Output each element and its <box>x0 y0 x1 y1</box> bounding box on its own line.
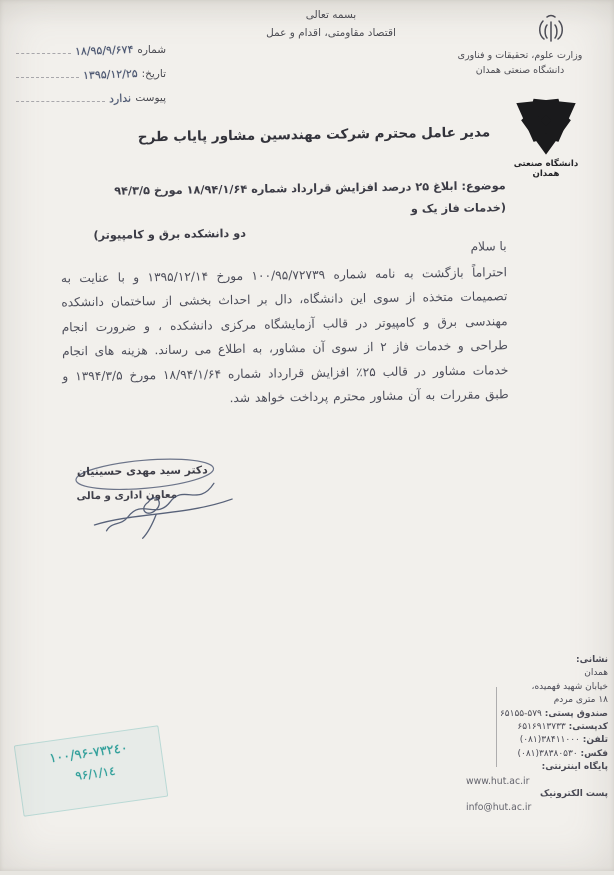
body-paragraph: احتراماً بازگشت به نامه شماره ۱۰۰/۹۵/۷۲۷۳۹ مورخ ۱۳۹۵/۱۲/۱۴ و با عنایت به تصمیمات متخذه از سوی این دانشگاه، دال بر احداث بخشی از ساختمان دانشکده مهندسی برق و کامپیوتر در قالب آزمایشگاه مرکزی دانشکده ، و ضرورت انجام طراحی و خدمات فاز ۲ از سوی آن مشاور، به اطلاع می رساند. هزینه های انجام خدمات مشاور در قالب ۲۵٪ افزایش قرارداد شماره ۱۸/۹۴/۱/۶۴ مورخ ۱۳۹۴/۳/۵ و طبق مقررات به آن مشاور محترم پرداخت خواهد شد. <box>60 264 509 406</box>
pobox-label: صندوق پستی: <box>544 708 608 719</box>
tel-label: تلفن: <box>582 735 608 746</box>
date-label: تاریخ: <box>141 68 166 80</box>
fax-line <box>466 748 608 761</box>
tel-value: (۰۸۱)۳۸۴۱۱۰۰۰ <box>519 735 580 746</box>
signature-block <box>57 453 233 550</box>
attachment-label: پیوست <box>135 92 166 104</box>
postal-label: کدپستی: <box>568 722 608 733</box>
address-street1: خیابان شهید فهمیده، <box>531 681 608 692</box>
logo-caption: دانشگاه صنعتی همدان <box>513 159 579 179</box>
signer-role: معاون اداری و مالی <box>76 488 178 503</box>
stamp-date: ۹۶/۱/۱٤ <box>74 763 117 784</box>
address-label: نشانی: <box>575 655 608 665</box>
address-street2: ۱۸ متری مردم <box>553 695 608 706</box>
email-address: info@hut.ac.ir <box>466 802 532 814</box>
signature-scribble <box>86 479 237 543</box>
letter-body-block <box>60 234 508 413</box>
signer-name: دکتر سید مهدی حسینیان <box>76 463 208 479</box>
address-city: همدان <box>584 668 608 679</box>
recipient-title: مدیر عامل محترم شرکت مهندسین مشاور پایاب طرح <box>137 124 491 146</box>
number-value-handwritten: ۱۸/۹۵/۹/۶۷۴ <box>74 42 134 58</box>
salutation: با سلام <box>470 239 507 254</box>
contact-footer <box>466 654 608 815</box>
email-label: پست الکترونیک <box>539 789 608 800</box>
fax-label: فکس: <box>580 748 608 759</box>
stamp-indicator-number: ۱۰۰/۹۶-۷۳۲٤۰ <box>48 740 129 767</box>
year-slogan-text: اقتصاد مقاومتی، اقدام و عمل <box>266 27 396 39</box>
ministry-name: وزارت علوم، تحقیقات و فناوری <box>457 50 583 61</box>
subject-line-2: دو دانشکده برق و کامپیوتر) <box>93 226 247 242</box>
subject-line-1: موضوع: ابلاغ ۲۵ درصد افزایش قرارداد شماره ۱۸/۹۴/۱/۶۴ مورخ ۹۴/۳/۵ (خدمات فاز یک و <box>114 179 507 216</box>
fax-value: (۰۸۱)۳۸۳۸۰۵۳۰ <box>517 748 578 759</box>
website-label: پایگاه اینترنتی: <box>541 762 608 773</box>
pobox-line <box>466 708 608 721</box>
postal-line <box>466 721 608 734</box>
website-url: www.hut.ac.ir <box>466 775 530 787</box>
postal-value: ۶۵۱۶۹۱۳۷۳۳ <box>517 722 566 733</box>
university-name: دانشگاه صنعتی همدان <box>475 65 565 76</box>
bismillah-text: بسمه تعالی <box>305 9 357 21</box>
date-value-handwritten: ۱۳۹۵/۱۲/۲۵ <box>82 66 138 82</box>
pobox-value: ۶۵۱۵۵-۵۷۹ <box>499 708 542 719</box>
number-label: شماره <box>137 44 166 56</box>
attachment-value: ندارد <box>109 91 132 105</box>
tel-line <box>466 734 608 747</box>
